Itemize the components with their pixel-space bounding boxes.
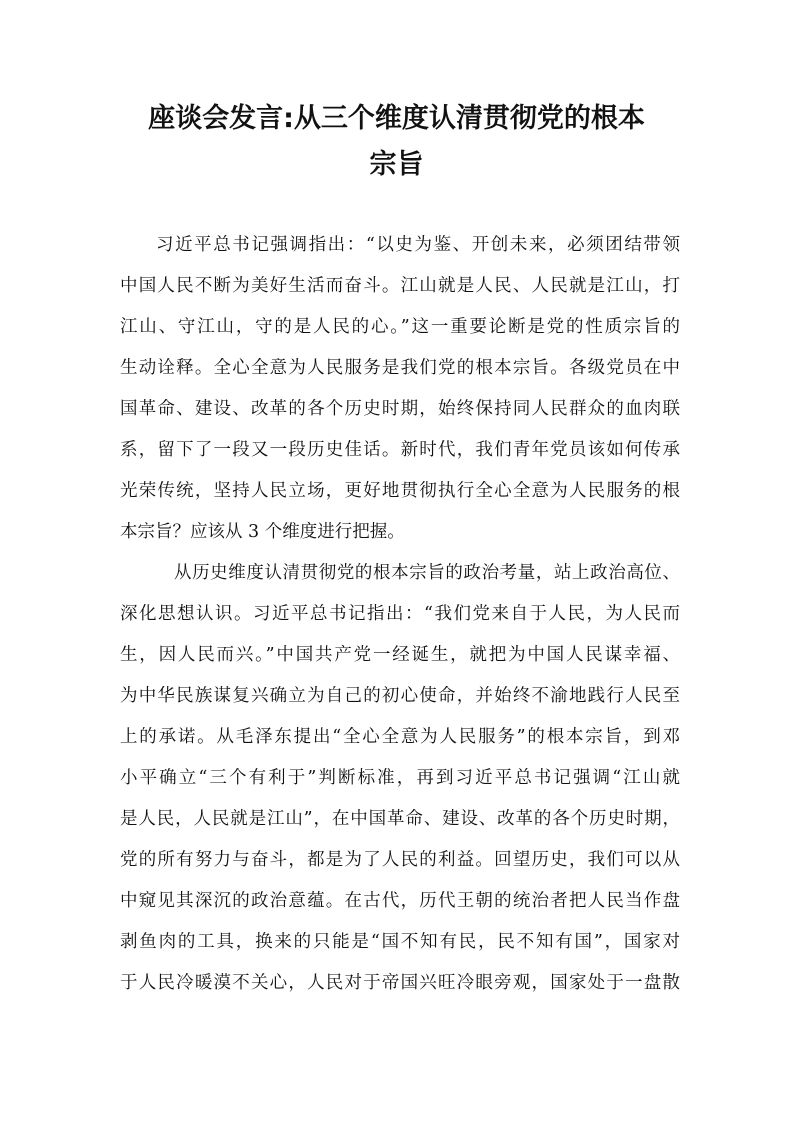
document-title (110, 96, 683, 188)
paragraph-line: 习近平总书记强调指出：“以史为鉴、开创未来，必须团结带领 (156, 235, 680, 255)
paragraph-line: 从历史维度认清贯彻党的根本宗旨的政治考量，站上政治高位、 (174, 563, 680, 583)
title-line: 宗旨 (369, 149, 424, 180)
paragraph-line: 为中华民族谋复兴确立为自己的初心使命，并始终不渝地践行人民至 (120, 686, 680, 706)
paragraph-line: 光荣传统，坚持人民立场，更好地贯彻执行全心全意为人民服务的根 (120, 481, 680, 501)
paragraph-line: 本宗旨？应该从 3 个维度进行把握。 (120, 522, 405, 542)
paragraph-line: 中国人民不断为美好生活而奋斗。江山就是人民、人民就是江山，打 (120, 276, 680, 296)
document-body (120, 225, 680, 1004)
paragraph-line: 是人民，人民就是江山”，在中国革命、建设、改革的各个历史时期， (120, 809, 680, 829)
paragraph-line: 党的所有努力与奋斗，都是为了人民的利益。回望历史，我们可以从 (120, 850, 680, 870)
paragraph-line: 国革命、建设、改革的各个历史时期，始终保持同人民群众的血肉联 (120, 399, 680, 419)
title-line: 座谈会发言:从三个维度认清贯彻党的根本 (148, 103, 645, 134)
paragraph-line: 生动诠释。全心全意为人民服务是我们党的根本宗旨。各级党员在中 (120, 358, 680, 378)
paragraph-line: 江山、守江山，守的是人民的心。”这一重要论断是党的性质宗旨的 (120, 317, 680, 337)
paragraph-line: 深化思想认识。习近平总书记指出：“我们党来自于人民，为人民而 (120, 604, 680, 624)
paragraph-1 (120, 225, 680, 553)
paragraph-line: 中窥见其深沉的政治意蕴。在古代，历代王朝的统治者把人民当作盘 (120, 891, 680, 911)
paragraph-line: 小平确立“三个有利于”判断标准，再到习近平总书记强调“江山就 (120, 768, 680, 788)
paragraph-line: 剥鱼肉的工具，换来的只能是“国不知有民，民不知有国”，国家对 (120, 932, 680, 952)
paragraph-2 (120, 553, 680, 1004)
paragraph-line: 于人民冷暖漠不关心，人民对于帝国兴旺冷眼旁观，国家处于一盘散 (120, 973, 680, 993)
paragraph-line: 生，因人民而兴。”中国共产党一经诞生，就把为中国人民谋幸福、 (120, 645, 680, 665)
paragraph-line: 上的承诺。从毛泽东提出“全心全意为人民服务”的根本宗旨，到邓 (120, 727, 680, 747)
paragraph-line: 系，留下了一段又一段历史佳话。新时代，我们青年党员该如何传承 (120, 440, 680, 460)
